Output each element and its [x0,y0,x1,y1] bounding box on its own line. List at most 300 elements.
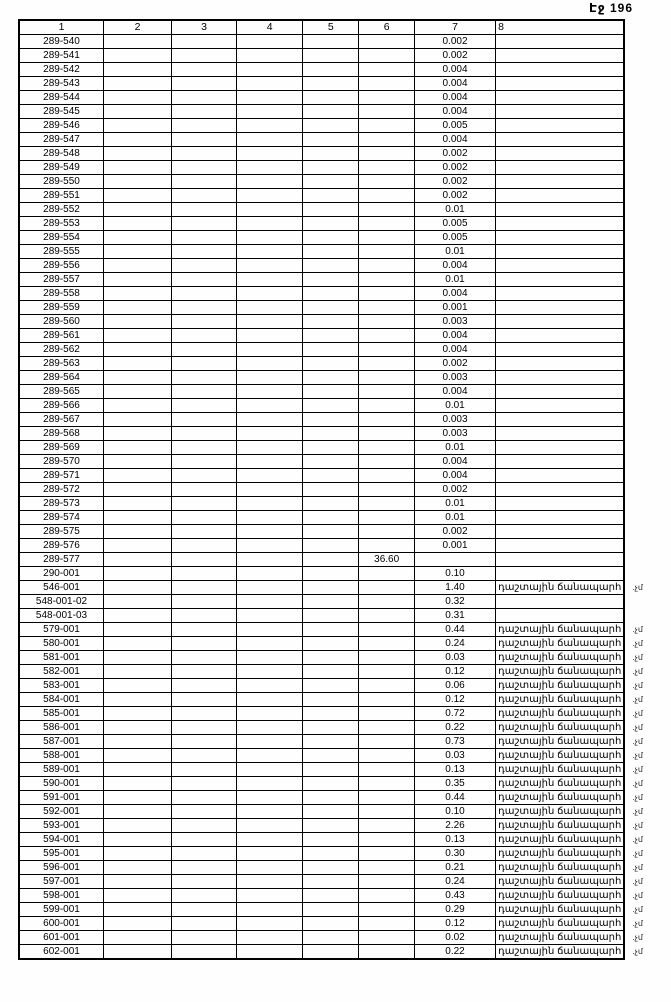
margin-note: .չմ [632,653,643,662]
value-col6-cell [359,91,415,105]
empty-cell [172,371,237,385]
empty-cell [237,917,303,931]
table-row [19,413,670,427]
table-row [19,371,670,385]
margin-note [624,343,670,357]
value-col6-cell [359,371,415,385]
empty-cell [303,231,359,245]
value-col7-cell: 0.004 [414,77,495,91]
empty-cell [104,413,172,427]
land-use-cell: դաշտային ճանապարհ [496,707,625,721]
empty-cell [237,819,303,833]
empty-cell [237,189,303,203]
land-use-cell: դաշտային ճանապարհ [496,651,625,665]
land-use-cell: դաշտային ճանապարհ [496,903,625,917]
empty-cell [104,847,172,861]
table-row [19,259,670,273]
land-use-cell [496,189,625,203]
empty-cell [172,259,237,273]
value-col7-cell: 0.004 [414,91,495,105]
empty-cell [104,833,172,847]
value-col6-cell [359,105,415,119]
land-use-cell: դաշտային ճանապարհ [496,763,625,777]
value-col7-cell: 0.003 [414,413,495,427]
value-col7-cell: 0.24 [414,875,495,889]
empty-cell [303,49,359,63]
margin-note: .չմ [632,723,643,732]
value-col6-cell [359,539,415,553]
land-use-cell: դաշտային ճանապարհ [496,847,625,861]
empty-cell [303,287,359,301]
land-use-cell [496,511,625,525]
column-header: 5 [303,20,359,35]
land-use-cell: դաշտային ճանապարհ [496,833,625,847]
table-row [19,567,670,581]
empty-cell [303,735,359,749]
row-id-cell: 289-557 [19,273,104,287]
value-col6-cell [359,945,415,960]
value-col6-cell [359,805,415,819]
value-col6-cell [359,469,415,483]
empty-cell [303,371,359,385]
value-col7-cell: 0.22 [414,721,495,735]
table-row [19,203,670,217]
table-row [19,749,670,763]
value-col6-cell [359,287,415,301]
value-col7-cell: 0.002 [414,357,495,371]
value-col6-cell [359,567,415,581]
value-col6-cell [359,931,415,945]
margin-note [624,273,670,287]
empty-cell [172,329,237,343]
empty-cell [303,35,359,49]
empty-cell [237,49,303,63]
value-col6-cell [359,483,415,497]
empty-cell [237,105,303,119]
empty-cell [172,77,237,91]
value-col6-cell [359,147,415,161]
column-header: 6 [359,20,415,35]
margin-note: .չմ [632,709,643,718]
empty-cell [104,343,172,357]
land-use-cell [496,371,625,385]
value-col7-cell: 0.002 [414,49,495,63]
empty-cell [104,777,172,791]
empty-cell [104,133,172,147]
row-id-cell: 597-001 [19,875,104,889]
empty-cell [172,119,237,133]
empty-cell [172,721,237,735]
margin-spacer [624,20,670,35]
empty-cell [303,273,359,287]
value-col7-cell: 0.002 [414,483,495,497]
row-id-cell: 598-001 [19,889,104,903]
empty-cell [303,91,359,105]
row-id-cell: 289-561 [19,329,104,343]
empty-cell [172,525,237,539]
empty-cell [237,63,303,77]
empty-cell [172,245,237,259]
table-row [19,91,670,105]
margin-note [624,119,670,133]
value-col7-cell: 0.01 [414,273,495,287]
table-row [19,301,670,315]
empty-cell [237,763,303,777]
table-row [19,77,670,91]
margin-note [624,315,670,329]
empty-cell [104,721,172,735]
land-use-cell: դաշտային ճանապարհ [496,721,625,735]
table-row [19,679,670,693]
value-col7-cell: 0.004 [414,329,495,343]
empty-cell [303,931,359,945]
row-id-cell: 595-001 [19,847,104,861]
empty-cell [237,581,303,595]
empty-cell [237,511,303,525]
empty-cell [172,665,237,679]
empty-cell [237,259,303,273]
empty-cell [104,105,172,119]
empty-cell [104,189,172,203]
empty-cell [237,623,303,637]
row-id-cell: 289-555 [19,245,104,259]
row-id-cell: 583-001 [19,679,104,693]
empty-cell [172,399,237,413]
empty-cell [172,931,237,945]
empty-cell [237,91,303,105]
empty-cell [237,693,303,707]
row-id-cell: 289-558 [19,287,104,301]
land-use-cell [496,525,625,539]
land-use-cell: դաշտային ճանապարհ [496,875,625,889]
empty-cell [303,105,359,119]
empty-cell [303,875,359,889]
empty-cell [104,259,172,273]
value-col7-cell: 0.12 [414,665,495,679]
land-use-cell [496,609,625,623]
table-row [19,455,670,469]
empty-cell [303,749,359,763]
value-col7-cell: 0.02 [414,931,495,945]
empty-cell [237,161,303,175]
land-use-cell [496,427,625,441]
empty-cell [172,301,237,315]
empty-cell [172,623,237,637]
margin-note [624,63,670,77]
value-col6-cell [359,203,415,217]
empty-cell [104,917,172,931]
empty-cell [303,357,359,371]
value-col6-cell [359,917,415,931]
empty-cell [172,511,237,525]
empty-cell [237,889,303,903]
value-col7-cell: 0.005 [414,231,495,245]
row-id-cell: 289-563 [19,357,104,371]
empty-cell [237,721,303,735]
margin-note [624,567,670,581]
empty-cell [172,217,237,231]
empty-cell [237,805,303,819]
empty-cell [303,217,359,231]
empty-cell [237,133,303,147]
empty-cell [237,707,303,721]
land-use-cell: դաշտային ճանապարհ [496,945,625,960]
empty-cell [303,567,359,581]
row-id-cell: 581-001 [19,651,104,665]
value-col7-cell: 0.01 [414,203,495,217]
empty-cell [104,511,172,525]
cadastre-table [18,19,671,960]
empty-cell [303,413,359,427]
empty-cell [237,245,303,259]
empty-cell [104,161,172,175]
table-row [19,637,670,651]
value-col6-cell [359,175,415,189]
empty-cell [237,175,303,189]
empty-cell [172,469,237,483]
empty-cell [303,651,359,665]
value-col7-cell: 0.001 [414,301,495,315]
margin-note [624,539,670,553]
empty-cell [104,539,172,553]
land-use-cell: դաշտային ճանապարհ [496,637,625,651]
margin-note [624,49,670,63]
value-col7-cell: 0.002 [414,189,495,203]
empty-cell [104,819,172,833]
value-col7-cell: 0.21 [414,861,495,875]
row-id-cell: 599-001 [19,903,104,917]
margin-note: .չմ [632,793,643,802]
value-col6-cell [359,595,415,609]
table-row [19,329,670,343]
empty-cell [237,497,303,511]
value-col6-cell [359,791,415,805]
table-row [19,483,670,497]
value-col7-cell: 0.004 [414,469,495,483]
value-col6-cell [359,875,415,889]
land-use-cell: դաշտային ճանապարհ [496,889,625,903]
land-use-cell [496,301,625,315]
empty-cell [303,455,359,469]
empty-cell [172,903,237,917]
empty-cell [104,35,172,49]
empty-cell [237,35,303,49]
value-col6-cell [359,49,415,63]
land-use-cell [496,357,625,371]
empty-cell [303,679,359,693]
empty-cell [104,903,172,917]
margin-note: .չմ [632,807,643,816]
empty-cell [172,679,237,693]
empty-cell [104,595,172,609]
empty-cell [104,469,172,483]
empty-cell [104,217,172,231]
value-col6-cell [359,259,415,273]
row-id-cell: 289-545 [19,105,104,119]
margin-note: .չմ [632,835,643,844]
empty-cell [104,931,172,945]
land-use-cell: դաշտային ճանապարհ [496,861,625,875]
row-id-cell: 289-542 [19,63,104,77]
column-header: 7 [414,20,495,35]
value-col6-cell [359,427,415,441]
empty-cell [172,651,237,665]
land-use-cell: դաշտային ճանապարհ [496,735,625,749]
value-col6-cell [359,441,415,455]
row-id-cell: 585-001 [19,707,104,721]
row-id-cell: 592-001 [19,805,104,819]
empty-cell [104,763,172,777]
empty-cell [172,147,237,161]
table-row [19,847,670,861]
value-col6-cell [359,413,415,427]
value-col6-cell [359,637,415,651]
value-col6-cell [359,833,415,847]
row-id-cell: 289-546 [19,119,104,133]
empty-cell [303,189,359,203]
value-col7-cell: 0.004 [414,63,495,77]
table-row [19,231,670,245]
empty-cell [104,791,172,805]
empty-cell [104,553,172,567]
empty-cell [172,805,237,819]
value-col7-cell: 0.13 [414,833,495,847]
table-row [19,273,670,287]
empty-cell [172,567,237,581]
empty-cell [104,693,172,707]
empty-cell [104,63,172,77]
empty-cell [237,441,303,455]
empty-cell [303,63,359,77]
empty-cell [303,147,359,161]
empty-cell [303,665,359,679]
empty-cell [104,427,172,441]
empty-cell [303,721,359,735]
margin-note: .չմ [632,583,643,592]
empty-cell [237,595,303,609]
row-id-cell: 289-570 [19,455,104,469]
margin-note [624,91,670,105]
value-col7-cell: 0.29 [414,903,495,917]
empty-cell [104,945,172,960]
margin-note [624,595,670,609]
value-col6-cell [359,623,415,637]
empty-cell [237,791,303,805]
value-col7-cell: 0.10 [414,567,495,581]
empty-cell [172,63,237,77]
empty-cell [303,343,359,357]
empty-cell [303,119,359,133]
empty-cell [172,273,237,287]
empty-cell [237,567,303,581]
empty-cell [237,875,303,889]
empty-cell [237,455,303,469]
row-id-cell: 289-568 [19,427,104,441]
empty-cell [303,553,359,567]
empty-cell [172,637,237,651]
empty-cell [172,609,237,623]
land-use-cell [496,385,625,399]
row-id-cell: 289-573 [19,497,104,511]
land-use-cell [496,217,625,231]
land-use-cell [496,595,625,609]
empty-cell [237,847,303,861]
empty-cell [303,441,359,455]
empty-cell [303,693,359,707]
empty-cell [303,77,359,91]
empty-cell [237,637,303,651]
empty-cell [104,749,172,763]
value-col7-cell: 0.002 [414,525,495,539]
empty-cell [303,707,359,721]
table-row [19,917,670,931]
empty-cell [104,581,172,595]
margin-note: .չմ [632,625,643,634]
margin-note [624,385,670,399]
column-header: 8 [496,20,625,35]
table-row [19,931,670,945]
margin-note: .չմ [632,863,643,872]
row-id-cell: 289-576 [19,539,104,553]
value-col7-cell: 0.005 [414,217,495,231]
empty-cell [104,287,172,301]
empty-cell [172,581,237,595]
value-col6-cell [359,889,415,903]
table-row [19,105,670,119]
land-use-cell [496,441,625,455]
margin-note [624,203,670,217]
table-row [19,525,670,539]
row-id-cell: 289-549 [19,161,104,175]
empty-cell [104,525,172,539]
value-col7-cell: 0.004 [414,259,495,273]
table-row [19,357,670,371]
margin-note: .չմ [632,751,643,760]
empty-cell [303,819,359,833]
table-row [19,791,670,805]
empty-cell [104,567,172,581]
empty-cell [172,945,237,960]
table-row [19,889,670,903]
margin-note [624,77,670,91]
margin-note: .չմ [632,737,643,746]
table-row [19,903,670,917]
empty-cell [172,455,237,469]
value-col6-cell [359,161,415,175]
value-col6-cell [359,343,415,357]
table-row [19,595,670,609]
empty-cell [172,791,237,805]
table-row [19,609,670,623]
value-col7-cell: 0.44 [414,791,495,805]
row-id-cell: 579-001 [19,623,104,637]
empty-cell [303,917,359,931]
empty-cell [172,343,237,357]
value-col7-cell [414,553,495,567]
value-col7-cell: 0.01 [414,511,495,525]
empty-cell [104,651,172,665]
empty-cell [237,77,303,91]
margin-note: .չմ [632,919,643,928]
table-row [19,539,670,553]
land-use-cell [496,483,625,497]
empty-cell [104,91,172,105]
empty-cell [237,945,303,960]
land-use-cell: դաշտային ճանապարհ [496,581,625,595]
empty-cell [237,399,303,413]
table-row [19,497,670,511]
empty-cell [237,931,303,945]
